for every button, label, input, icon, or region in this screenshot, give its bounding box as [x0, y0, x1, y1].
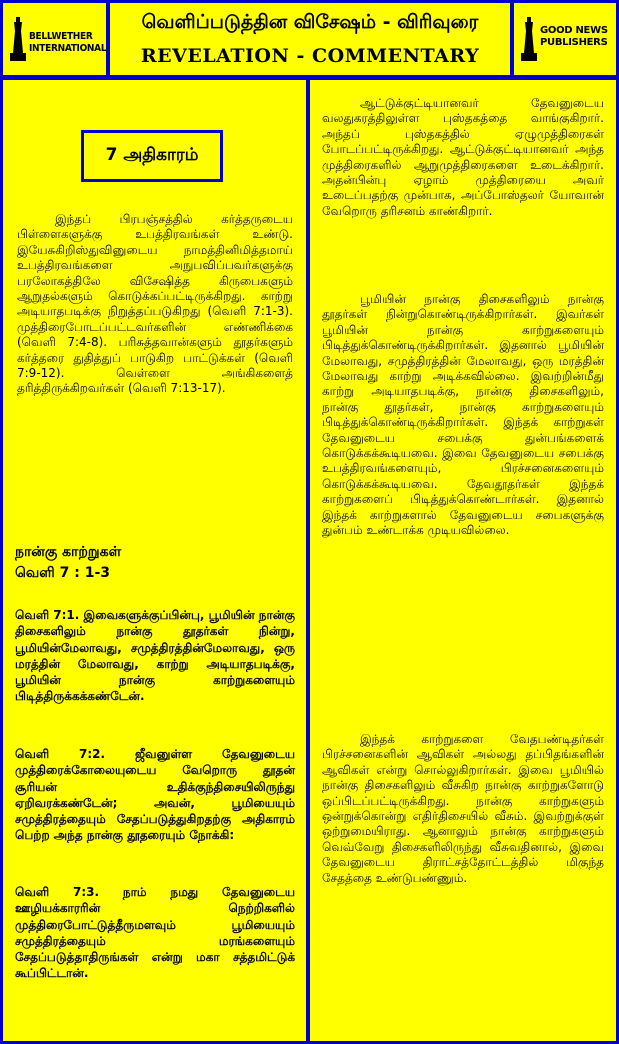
- tower-icon: [9, 17, 27, 61]
- commentary-paragraph-3: இந்தக் காற்றுகளை வேதபண்டிதர்கள் பிரச்சனைகளின் ஆவிகள் அல்லது தப்பிதங்களின் ஆவிகள் என்று சொல்லுகிறார்கள். இவை பூமியில் நான்கு திசைகளிலும் வீசுகிற நான்கு காற்றுகளோடு ஒப்பிடப்பட்டிருக்கிறது. நான்கு காற்றுகளும் ஒன்றுக்கொன்று எதிர்திசையில் வீசும். இவற்றுக்குள் ஒற்றுமையிராது. ஆனாலும் நான்கு காற்றுகளும் வெவ்வேறு திசைகளிலிருந்து வீசுவதினால், இவை தேவனுடைய திராட்சத்தோட்டத்தில் மிகுந்த சேதத்தை உண்டுபண்ணும்.: [322, 732, 604, 885]
- bellwether-logo: [9, 17, 107, 61]
- left-column: [3, 80, 306, 1041]
- header-right-logo-box: [514, 3, 616, 75]
- title-tamil: வெளிப்படுத்தின விசேஷம் - விரிவுரை: [141, 11, 479, 33]
- good-news-logo: [520, 15, 612, 63]
- section-reference: வெளி 7 : 1-3: [15, 565, 111, 581]
- header-left-logo-box: [3, 3, 106, 75]
- commentary-paragraph-1: ஆட்டுக்குட்டியானவர் தேவனுடைய வலதுகரத்திலுள்ள புஸ்தகத்தை வாங்குகிறார். அந்தப் புஸ்தகத்தில் ஏழுமுத்திரைகள் போடப்பட்டிருக்கிறது. ஆட்டுக்குட்டியானவர் அந்த முத்திரைகளில் ஆறுமுத்திரைகளை உடைக்கிறார். அதன்பின்பு ஏழாம் முத்திரையை அவர் உடைப்பதற்கு முன்பாக, அப்போஸ்தலர் யோவான் வேறொரு தரிசனம் காண்கிறார்.: [322, 96, 604, 218]
- chapter-heading: 7 அதிகாரம்: [105, 145, 199, 165]
- bellwether-logo-text: BELLWETHER INTERNATIONAL: [29, 31, 107, 54]
- header-title-box: [110, 3, 510, 75]
- title-english: REVELATION - COMMENTARY: [140, 45, 480, 67]
- good-news-logo-text: GOOD NEWS PUBLISHERS: [540, 25, 608, 48]
- section-title: நான்கு காற்றுகள்: [15, 544, 122, 560]
- verse-7-3: வெளி 7:3. நாம் நமது தேவனுடைய ஊழியக்காரரின் நெற்றிகளில் முத்திரைபோட்டுத்தீருமளவும் பூமியையும் சமுத்திரத்தையும் மரங்களையும் சேதப்படுத்தாதிருங்கள் என்று மகா சத்தமிட்டுக் கூப்பிட்டான்.: [15, 885, 295, 981]
- verse-7-2: வெளி 7:2. ஜீவனுள்ள தேவனுடைய முத்திரைக்கோலையுடைய வேறொரு தூதன் சூரியன் உதிக்குந்திசையிலிருந்து ஏறிவரக்கண்டேன்; அவன், பூமியையும் சமுத்திரத்தையும் சேதப்படுத்துகிறதற்கு அதிகாரம் பெற்ற அந்த நான்கு தூதரையும் நோக்கி:: [15, 747, 295, 843]
- verse-7-1: வெளி 7:1. இவைகளுக்குப்பின்பு, பூமியின் நான்கு திசைகளிலும் நான்கு தூதர்கள் நின்று, பூமியின்மேலாவது, சமுத்திரத்தின்மேலாவது, ஒரு மரத்தின் மேலாவது, காற்று அடியாதபடிக்கு, பூமியின் நான்கு காற்றுகளையும் பிடித்திருக்கக்கண்டேன்.: [15, 608, 295, 704]
- chapter-box: [81, 130, 223, 182]
- right-column: [310, 80, 616, 1041]
- commentary-paragraph-2: பூமியின் நான்கு திசைகளிலும் நான்கு தூதர்கள் நின்றுகொண்டிருக்கிறார்கள். இவர்கள் பூமியின் நான்கு காற்றுகளையும் பிடித்துக்கொண்டிருக்கிறார்கள். இதனால் பூமியின் மேலாவது, சமுத்திரத்தின் மேலாவது, ஒரு மரத்தின் மேலாவது காற்று அடிக்கவில்லை. இவற்றின்மீது காற்று அடியாதபடிக்கு, நான்கு திசைகளிலும், நான்கு தூதர்கள், நான்கு காற்றுகளையும் பிடித்துக்கொண்டிருக்கிறார்கள். இந்தக் காற்றுகள் தேவனுடைய சபைக்கு துன்பங்களைக் கொடுக்கக்கூடியவை. இவை தேவனுடைய சபைக்கு உபத்திரவங்களையும், பிரச்சனைகளையும் கொடுக்கக்கூடியவை. தேவதூதர்கள் இந்தக் காற்றுகளைப் பிடித்துக்கொண்டார்கள். இதனால் இந்தக் காற்றுகளால் தேவனுடைய சபைகளுக்கு துன்பம் உண்டாக்க முடியவில்லை.: [322, 292, 604, 538]
- intro-paragraph: இந்தப் பிரபஞ்சத்தில் கர்த்தருடைய பிள்ளைகளுக்கு உபத்திரவங்கள் உண்டு. இயேசுகிறிஸ்துவினுடைய நாமத்தினிமித்தமாய் உபத்திரவங்களை அநுபவிப்பவர்களுக்கு பரலோகத்திலே விசேஷித்த கிருபைகளும் ஆறுதல்களும் கொடுக்கப்பட்டிருக்கிறது. காற்று அடியாதபடிக்கு நிறுத்தப்படுகிறது (வெளி 7:1-3). முத்திரைபோடப்பட்டவர்களின் எண்ணிக்கை (வெளி 7:4-8). பரிசுத்தவான்களும் தூதர்களும் கர்த்தரை துதித்துப் பாடுகிற பாட்டுக்கள் (வெளி 7:9-12). வெள்ளை அங்கிகளைத் தரித்திருக்கிறவர்கள் (வெளி 7:13-17).: [17, 212, 293, 396]
- tower-icon: [520, 17, 538, 61]
